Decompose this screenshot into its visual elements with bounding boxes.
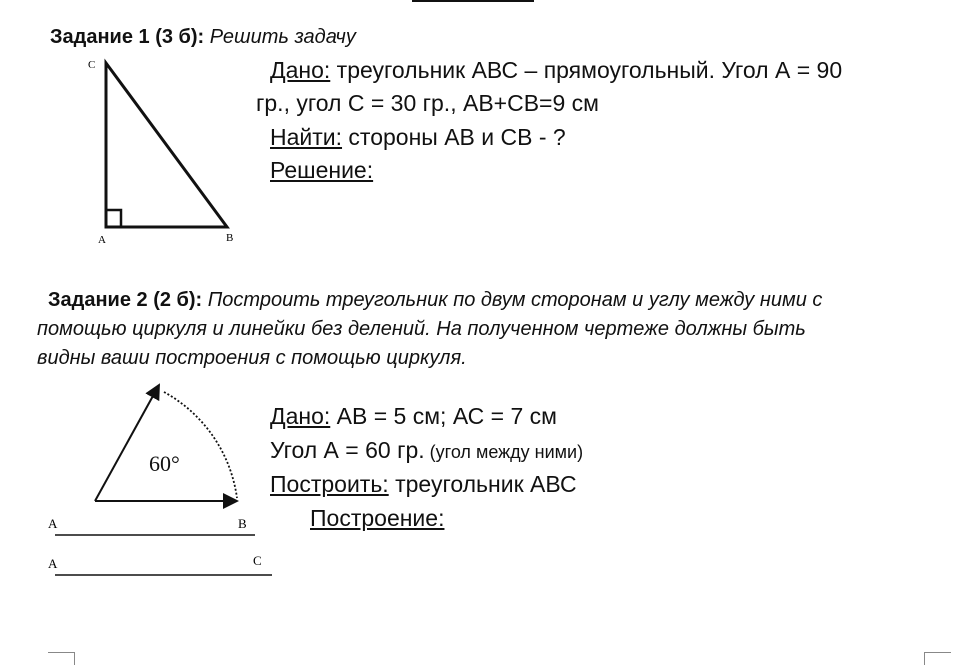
page-top-rule — [412, 0, 534, 2]
task1-solution-label: Решение: — [270, 157, 374, 183]
task2-given-label: Дано: — [270, 403, 331, 429]
task2-heading — [48, 289, 822, 312]
task2-build-text: треугольник АВС — [388, 471, 577, 497]
task1-find — [270, 124, 566, 151]
vertex-label-a: A — [98, 234, 106, 246]
task1-heading-number: Задание 1 (3 б): — [50, 26, 205, 48]
task1-triangle-figure — [90, 52, 250, 252]
task2-build-label: Построить: — [270, 471, 389, 497]
task1-find-label: Найти: — [270, 124, 343, 150]
task1-heading — [50, 26, 356, 49]
segment1-label-a: A — [48, 516, 58, 531]
task2-angle-text: Угол А = 60 гр. — [270, 437, 425, 463]
task2-heading-instruction: Построить треугольник по двум сторонам и углу между ними с — [202, 289, 823, 311]
segment2-label-a: A — [48, 556, 58, 571]
task2-given-text: АВ = 5 см; АС = 7 см — [330, 403, 557, 429]
task2-construction-label: Построение: — [310, 505, 445, 531]
segment2-label-c: C — [253, 553, 262, 568]
task1-given-text1: треугольник АВС – прямоугольный. Угол А = 90 — [330, 57, 843, 83]
task2-build — [270, 471, 577, 498]
segment1-label-b: B — [238, 516, 247, 531]
task1-find-text: стороны АВ и СВ - ? — [342, 124, 566, 150]
page-corner-mark-right — [924, 652, 951, 665]
angle-ray-ac — [95, 385, 159, 501]
vertex-label-b: B — [226, 232, 234, 244]
task2-angle-note: (угол между ними) — [424, 442, 584, 462]
task1-heading-instruction: Решить задачу — [209, 26, 356, 48]
task2-instruction-line2: помощью циркуля и линейки без делений. На полученном чертеже должны быть — [37, 318, 806, 340]
task1-given — [270, 57, 842, 84]
task1-given-label: Дано: — [270, 57, 331, 83]
right-angle-mark — [106, 210, 121, 227]
vertex-label-c: C — [88, 59, 96, 71]
task2-given — [270, 403, 557, 430]
page-corner-mark-left — [48, 652, 75, 665]
angle-label-60: 60° — [149, 451, 180, 476]
compass-arc — [164, 392, 237, 498]
task2-angle — [270, 437, 583, 464]
task1-given-text2: гр., угол С = 30 гр., АВ+СВ=9 см — [256, 90, 599, 116]
task2-heading-number: Задание 2 (2 б): — [48, 289, 203, 311]
task2-construction-figure — [40, 380, 290, 580]
task2-instruction-line3: видны ваши построения с помощью циркуля. — [37, 347, 467, 369]
right-triangle — [106, 63, 227, 227]
